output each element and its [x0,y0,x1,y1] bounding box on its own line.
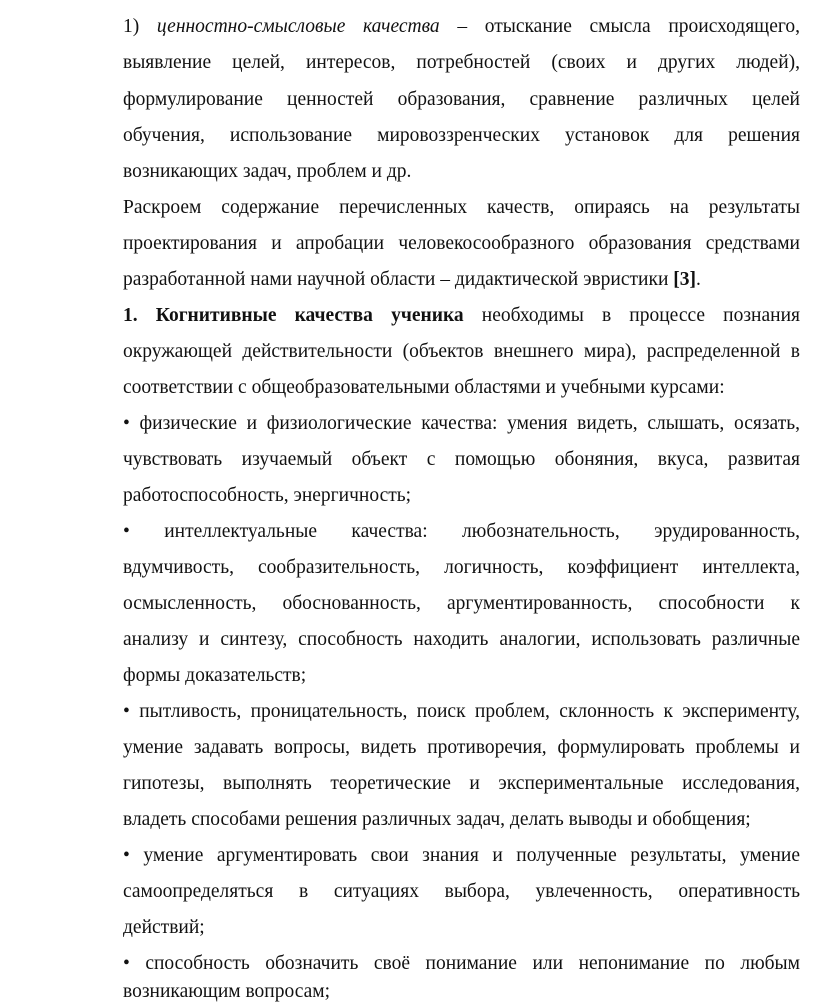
section-heading: 1. Когнитивные качества ученика [123,305,464,326]
bullet-item: • пытливость, проницательность, поиск проблем, склонность к эксперименту, [123,701,800,722]
citation-reference: [3] [673,269,697,290]
line-text: возникающих задач, проблем и др. [123,161,412,182]
text-line [123,880,800,904]
line-text: анализу и синтезу, способность находить аналогии, использовать различные [123,629,800,650]
text-line [123,448,800,472]
line-text: формы доказательств; [123,665,307,686]
bullet-item: • способность обозначить своё понимание или непонимание по любым [123,953,800,974]
line-text: проектирования и апробации человекосообразного образования средствами [123,233,800,254]
line-text: гипотезы, выполнять теоретические и экспериментальные исследования, [123,773,800,794]
text-line [123,980,330,1004]
text-line [123,412,800,436]
text-line [123,484,411,508]
text-line [123,376,725,400]
line-text: обучения, использование мировоззренческих установок для решения [123,125,800,146]
text-line [123,124,800,148]
text-line [123,772,800,796]
line-text: разработанной нами научной области – дидактической эвристики [123,269,674,290]
line-text: умение задавать вопросы, видеть противоречия, формулировать проблемы и [123,737,800,758]
line-text: Раскроем содержание перечисленных качеств, опираясь на результаты [123,197,800,218]
line-text: владеть способами решения различных задач, делать выводы и обобщения; [123,809,751,830]
text-line [123,340,800,364]
line-text: осмысленность, обоснованность, аргументированность, способности к [123,593,800,614]
text-line [123,808,751,832]
text-line [123,520,800,544]
text-line [123,628,800,652]
line-text: окружающей действительности (объектов внешнего мира), распределенной в [123,341,800,362]
line-text: выявление целей, интересов, потребностей (своих и других людей), [123,52,800,73]
text-line [123,268,701,292]
line-text: . [696,269,701,290]
line-text: работоспособность, энергичность; [123,485,412,506]
line-text: возникающим вопросам; [123,981,331,1002]
bullet-item: • физические и физиологические качества: умения видеть, слышать, осязать, [123,413,800,434]
term-italic: ценностно-смысловые качества [156,16,440,37]
text-line [123,916,205,940]
text-line [123,592,800,616]
bullet-item: • умение аргументировать свои знания и полученные результаты, умение [123,845,800,866]
text-line [123,51,800,75]
text-line [123,304,800,328]
text-line [123,196,800,220]
text-line [123,160,411,184]
text-line [123,15,800,39]
line-text: – отыскание смысла происходящего, [439,16,800,37]
bullet-item: • интеллектуальные качества: любознательность, эрудированность, [123,521,800,542]
line-text: самоопределяться в ситуациях выбора, увлеченность, оперативность [123,881,800,902]
text-line [123,736,800,760]
text-line [123,664,306,688]
line-text: чувствовать изучаемый объект с помощью обоняния, вкуса, развитая [123,449,800,470]
text-line [123,232,800,256]
line-text: соответствии с общеобразовательными областями и учебными курсами: [123,377,725,398]
text-line [123,556,800,580]
line-text: необходимы в процессе познания [463,305,800,326]
line-text: формулирование ценностей образования, сравнение различных целей [123,89,800,110]
line-text: вдумчивость, сообразительность, логичность, коэффициент интеллекта, [123,557,800,578]
text-line [123,88,800,112]
line-text: действий; [123,917,205,938]
text-line [123,844,800,868]
text-line [123,700,800,724]
text-line [123,952,800,976]
line-number: 1) [123,16,157,37]
